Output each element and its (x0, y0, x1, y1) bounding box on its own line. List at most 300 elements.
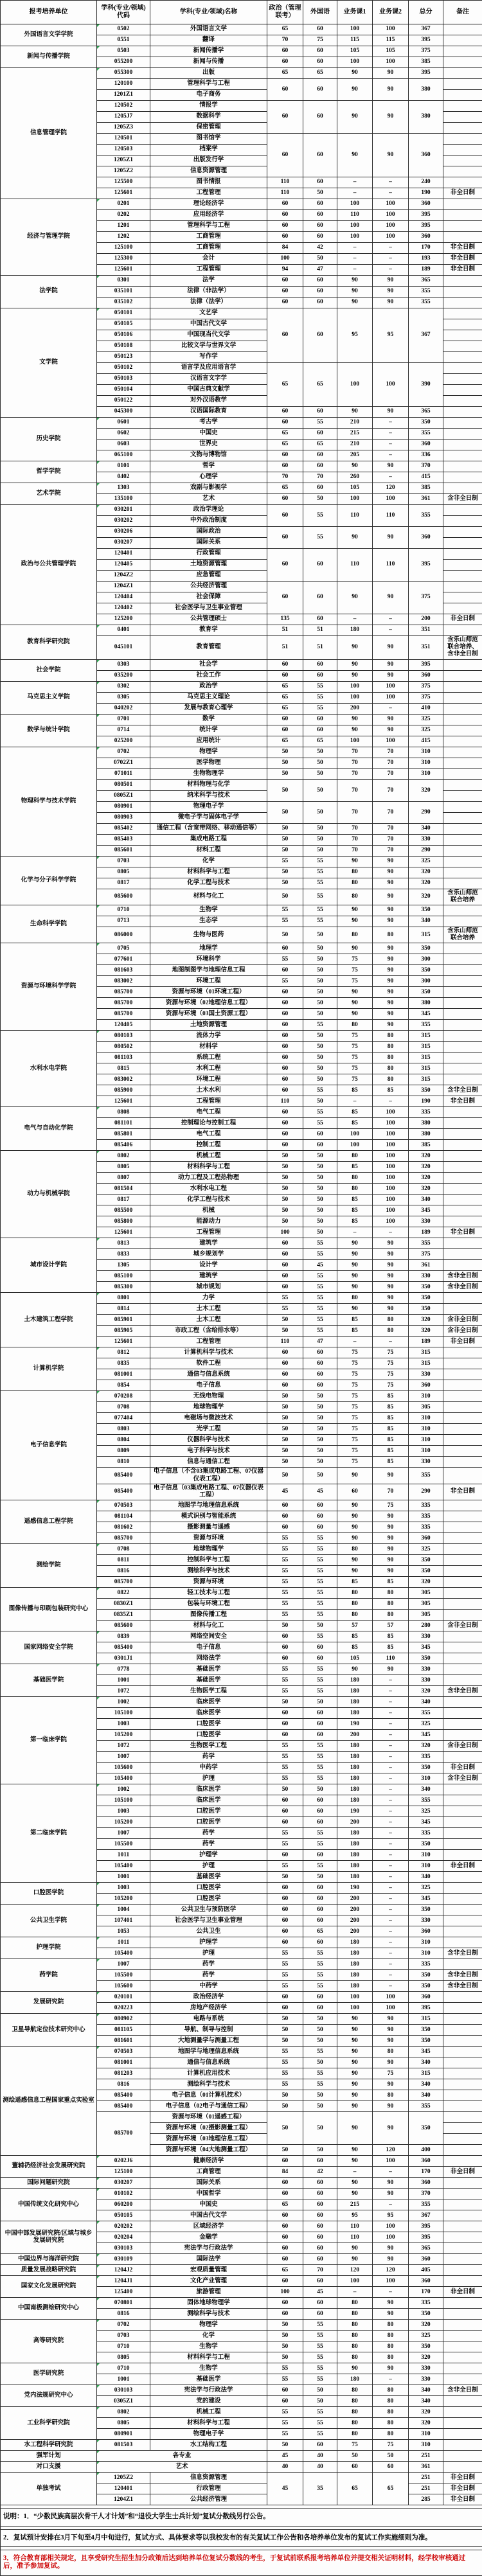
major-cell: 集成电路工程 (150, 834, 267, 845)
remark-cell: 含非全日制 (443, 1315, 482, 1326)
total-cell: 375 (409, 692, 443, 703)
course1-cell: 215 (337, 2199, 373, 2210)
course1-cell: 85 (337, 1642, 373, 1653)
major-cell: 政治经济学 (150, 1992, 267, 2003)
remark-cell (443, 768, 482, 779)
remark-cell (443, 440, 482, 450)
code-cell: 0703 (97, 2331, 150, 2341)
course1-cell: 110 (337, 210, 373, 221)
course2-cell: 80 (373, 1326, 409, 1337)
course2-cell: 100 (373, 1173, 409, 1184)
remark-cell (443, 363, 482, 374)
total-cell: 350 (409, 1293, 443, 1304)
code-cell: 125601 (97, 1096, 150, 1107)
college-cell: 电子信息学院 (1, 1391, 97, 1500)
remark-cell: 含非全日制 (443, 1686, 482, 1697)
major-cell: 汉语国际教育 (150, 407, 267, 418)
college-cell: 发展研究院 (1, 1992, 97, 2014)
course1-cell: 65 (337, 2473, 373, 2505)
total-cell: 315 (409, 2014, 443, 2025)
course2-cell: 85 (373, 1446, 409, 1457)
remark-cell (443, 1915, 482, 1926)
politics-cell: 65 (267, 703, 303, 714)
code-cell: 0805 (97, 2352, 150, 2363)
total-cell: 340 (409, 2057, 443, 2068)
total-cell: 395 (409, 68, 443, 79)
foreign-language-cell: 55 (303, 916, 337, 927)
table-row (1, 943, 482, 954)
course2-cell: 100 (373, 1205, 409, 1216)
column-header-6: 业务课2 (373, 1, 409, 24)
foreign-language-cell: 60 (303, 1511, 337, 1522)
course2-cell: 100 (373, 57, 409, 68)
code-cell: 085700 (97, 1009, 150, 1020)
code-cell: 0801 (97, 1293, 150, 1304)
remark-cell (443, 2276, 482, 2287)
foreign-language-cell: 50 (303, 758, 337, 768)
remark-cell (443, 560, 482, 571)
total-cell: 405 (409, 2265, 443, 2276)
course1-cell: 180 (337, 625, 373, 636)
major-cell: 国际关系 (150, 2178, 267, 2189)
total-cell: 355 (409, 1468, 443, 1484)
course1-cell: 70 (337, 779, 373, 801)
politics-cell: 60 (267, 1926, 303, 1937)
foreign-language-cell: 55 (303, 2068, 337, 2079)
course2-cell: 85 (373, 1402, 409, 1413)
course2-cell: 90 (373, 2079, 409, 2090)
politics-cell: 50 (267, 867, 303, 878)
major-cell: 无线电物理 (150, 1391, 267, 1402)
course1-cell: 90 (337, 1282, 373, 1293)
politics-cell: 65 (267, 2199, 303, 2210)
foreign-language-cell: 50 (303, 943, 337, 954)
foreign-language-cell: 55 (303, 1588, 337, 1599)
course2-cell: 90 (373, 461, 409, 472)
course1-cell: 80 (337, 878, 373, 889)
total-cell: 320 (409, 2407, 443, 2418)
major-cell: 电子科学与技术 (150, 1446, 267, 1457)
major-cell: 中国哲学 (150, 2189, 267, 2199)
major-cell: 中国史 (150, 2199, 267, 2210)
course2-cell: 90 (373, 965, 409, 976)
code-cell: 080903 (97, 812, 150, 823)
foreign-language-cell: 50 (303, 801, 337, 823)
course2-cell: – (373, 1697, 409, 1708)
foreign-language-cell: 50 (303, 2396, 337, 2407)
code-cell: 0303 (97, 659, 150, 670)
course1-cell: 75 (337, 1446, 373, 1457)
college-cell: 电气与自动化学院 (1, 1107, 97, 1151)
column-header-3: 政治（管理联考） (267, 1, 303, 24)
code-cell: 105400 (97, 1861, 150, 1872)
course1-cell: 90 (337, 1511, 373, 1522)
college-cell: 第一临床学院 (1, 1697, 97, 1784)
code-cell: 030207 (97, 2178, 150, 2189)
course1-cell: 180 (337, 1708, 373, 1719)
course2-cell: – (373, 1839, 409, 1850)
politics-cell: 60 (267, 407, 303, 418)
foreign-language-cell: 60 (303, 1522, 337, 1533)
course1-cell: 90 (337, 2363, 373, 2374)
course2-cell: – (373, 2167, 409, 2178)
remark-cell (443, 352, 482, 363)
code-cell: 1204Z1 (97, 582, 150, 592)
code-cell: 020202 (97, 2221, 150, 2232)
foreign-language-cell: 50 (303, 2036, 337, 2047)
politics-cell: 60 (267, 221, 303, 232)
code-cell: 0202 (97, 210, 150, 221)
foreign-language-cell: 55 (303, 1599, 337, 1610)
politics-cell: 60 (267, 46, 303, 57)
politics-cell: 65 (267, 681, 303, 692)
total-cell: 360 (409, 2178, 443, 2189)
foreign-language-cell: 51 (303, 636, 337, 660)
foreign-language-cell: 60 (303, 1937, 337, 1948)
remark-cell (443, 670, 482, 681)
column-header-7: 总分 (409, 1, 443, 24)
total-cell: 315 (409, 1042, 443, 1053)
code-cell: 0201 (97, 199, 150, 210)
foreign-language-cell: 60 (303, 210, 337, 221)
total-cell: 320 (409, 889, 443, 905)
code-cell: 125601 (97, 265, 150, 276)
major-cell: 健康经济学 (150, 2156, 267, 2167)
code-cell: 085400 (97, 1642, 150, 1653)
foreign-language-cell: 55 (303, 2429, 337, 2440)
table-row (1, 1031, 482, 1042)
foreign-language-cell: 60 (303, 714, 337, 725)
total-cell: 325 (409, 1806, 443, 1817)
code-cell: 1007 (97, 1752, 150, 1763)
total-cell: 395 (409, 35, 443, 46)
major-cell: 材料科学与工程 (150, 867, 267, 878)
code-cell: 085801 (97, 1129, 150, 1140)
course2-cell: – (373, 1337, 409, 1347)
politics-cell: 60 (267, 527, 303, 549)
code-cell: 010102 (97, 2189, 150, 2199)
politics-cell: 50 (267, 927, 303, 943)
major-cell: 行政管理 (150, 549, 267, 560)
foreign-language-cell: 35 (303, 2473, 337, 2505)
major-cell: 新闻与传播 (150, 57, 267, 68)
course1-cell: 85 (337, 1195, 373, 1205)
remark-cell (443, 916, 482, 927)
course2-cell: 80 (373, 2407, 409, 2418)
course2-cell: 90 (373, 976, 409, 987)
table-row (1, 308, 482, 319)
course1-cell: – (337, 254, 373, 265)
course2-cell: 100 (373, 692, 409, 703)
course1-cell: 90 (337, 298, 373, 308)
remark-cell (443, 987, 482, 998)
remark-cell (443, 998, 482, 1009)
code-cell: 105200 (97, 1817, 150, 1828)
foreign-language-cell: 55 (303, 1544, 337, 1555)
remark-cell: 含非全日制 (443, 1741, 482, 1752)
code-cell: 0101 (97, 461, 150, 472)
total-cell: 320 (409, 1741, 443, 1752)
major-cell: 系统工程 (150, 1053, 267, 1063)
course2-cell: – (373, 1861, 409, 1872)
code-cell: 1204Z1 (97, 2494, 150, 2505)
major-cell: 公共管理硕士 (150, 614, 267, 625)
politics-cell: 65 (267, 429, 303, 440)
course1-cell: 80 (337, 2407, 373, 2418)
course1-cell: 180 (337, 1795, 373, 1806)
politics-cell: 50 (267, 1468, 303, 1484)
code-cell: 081203 (97, 2068, 150, 2079)
course1-cell: 90 (337, 527, 373, 549)
course1-cell: 100 (337, 363, 373, 407)
course2-cell: – (373, 1773, 409, 1784)
course1-cell: 85 (337, 1085, 373, 1096)
foreign-language-cell: 50 (303, 1173, 337, 1184)
remark-cell (443, 2418, 482, 2429)
college-cell: 信息管理学院 (1, 68, 97, 199)
course1-cell: 90 (337, 276, 373, 287)
major-cell: 法律（非法学） (150, 287, 267, 298)
table-row (1, 68, 482, 79)
remark-cell (443, 905, 482, 916)
major-cell: 档案学 (150, 145, 267, 155)
course1-cell: 80 (337, 1544, 373, 1555)
foreign-language-cell: 60 (303, 1817, 337, 1828)
major-cell: 护理 (150, 1773, 267, 1784)
course1-cell: 50 (337, 2451, 373, 2462)
foreign-language-cell: 60 (303, 232, 337, 243)
major-cell: 理论经济学 (150, 199, 267, 210)
code-cell: 0835Z1 (97, 1610, 150, 1621)
remark-cell: 含非全日制 (443, 1326, 482, 1337)
remark-cell (443, 976, 482, 987)
course1-cell: 75 (337, 2440, 373, 2451)
course2-cell: 60 (373, 2462, 409, 2473)
major-cell: 语言学及应用语言学 (150, 363, 267, 374)
remark-cell (443, 134, 482, 145)
politics-cell: 40 (267, 2462, 303, 2473)
course1-cell: 90 (337, 2112, 373, 2145)
code-cell: 0822 (97, 1588, 150, 1599)
course1-cell: – (337, 1337, 373, 1347)
code-cell: 0804 (97, 1435, 150, 1446)
remark-cell (443, 57, 482, 68)
course1-cell: 200 (337, 1926, 373, 1937)
politics-cell: 55 (267, 1566, 303, 1577)
course1-cell: 200 (337, 1730, 373, 1741)
politics-cell: 50 (267, 845, 303, 856)
course2-cell: 75 (373, 1358, 409, 1369)
remark-cell: 含非全日制 (443, 1773, 482, 1784)
major-cell: 戏剧与影视学 (150, 483, 267, 494)
course1-cell: 85 (337, 1107, 373, 1118)
major-cell: 化学工程与技术 (150, 878, 267, 889)
politics-cell: 60 (267, 2276, 303, 2287)
politics-cell: 60 (267, 1850, 303, 1861)
course1-cell: 180 (337, 1686, 373, 1697)
remark-cell (443, 1653, 482, 1664)
major-cell: 生物医学工程 (150, 1741, 267, 1752)
remark-cell: 含非全日制 (443, 1981, 482, 1992)
foreign-language-cell: 50 (303, 1031, 337, 1042)
course2-cell: 70 (373, 747, 409, 758)
politics-cell: 60 (267, 1817, 303, 1828)
remark-cell (443, 1784, 482, 1795)
course2-cell: 70 (373, 779, 409, 801)
note-text-3: 3．符合教育部相关规定，且享受研究生招生加分政策后达到培养单位复试分数线的考生，于复试前联系报考培养单位并提交相关证明材料，经学校审核通过后，准予参加复试。 (1, 2550, 482, 2575)
course1-cell: 80 (337, 2298, 373, 2309)
remark-cell (443, 692, 482, 703)
major-cell: 社会学 (150, 659, 267, 670)
course2-cell: – (373, 1675, 409, 1686)
course1-cell: 100 (337, 1129, 373, 1140)
remark-cell (443, 592, 482, 603)
course2-cell: 80 (373, 2047, 409, 2057)
code-cell: 0305Z1 (97, 2396, 150, 2407)
course1-cell: 180 (337, 1763, 373, 1773)
major-cell: 网络法学 (150, 1653, 267, 1664)
course1-cell: 100 (337, 57, 373, 68)
code-cell: 1003 (97, 1806, 150, 1817)
course2-cell: 85 (373, 1085, 409, 1096)
code-cell: 0710 (97, 2363, 150, 2374)
politics-cell: 60 (267, 2189, 303, 2199)
major-cell: 信息与通信工程 (150, 1457, 267, 1468)
remark-cell (443, 1369, 482, 1380)
remark-cell (443, 747, 482, 758)
total-cell: 350 (409, 2309, 443, 2320)
foreign-language-cell: 60 (303, 2210, 337, 2221)
total-cell: 350 (409, 1304, 443, 1315)
course2-cell: – (373, 1970, 409, 1981)
major-cell: 临床医学 (150, 1697, 267, 1708)
foreign-language-cell: 70 (303, 2265, 337, 2276)
foreign-language-cell: 65 (303, 1926, 337, 1937)
code-cell: 085601 (97, 845, 150, 856)
remark-cell (443, 790, 482, 801)
total-cell: 355 (409, 1020, 443, 1031)
course1-cell: 200 (337, 1905, 373, 1915)
course2-cell: 90 (373, 1260, 409, 1271)
major-cell: 土木水利 (150, 1085, 267, 1096)
total-cell: 330 (409, 834, 443, 845)
course2-cell: 90 (373, 2178, 409, 2189)
total-cell: 325 (409, 2331, 443, 2341)
total-cell: 350 (409, 1763, 443, 1773)
major-cell: 模式识别与智能系统 (150, 1511, 267, 1522)
politics-cell: 50 (267, 2025, 303, 2036)
major-cell: 化学 (150, 856, 267, 867)
politics-cell: 55 (267, 1828, 303, 1839)
remark-cell (443, 1238, 482, 1249)
politics-cell: 60 (267, 549, 303, 582)
major-cell: 流体力学 (150, 1031, 267, 1042)
politics-cell: 60 (267, 494, 303, 505)
code-cell: 081503 (97, 2440, 150, 2451)
course1-cell: 90 (337, 2047, 373, 2057)
total-cell: 315 (409, 1347, 443, 1358)
total-cell: 360 (409, 2156, 443, 2167)
total-cell: 340 (409, 2396, 443, 2407)
politics-cell: 60 (267, 1369, 303, 1380)
politics-cell: 60 (267, 134, 303, 177)
course2-cell: 90 (373, 1555, 409, 1566)
major-cell: 口腔医学 (150, 1806, 267, 1817)
course2-cell: 100 (373, 363, 409, 407)
major-cell: 护理 (150, 1948, 267, 1959)
major-cell: 旅游管理 (150, 2287, 267, 2298)
course1-cell: 90 (337, 1249, 373, 1260)
total-cell: 340 (409, 823, 443, 834)
remark-cell: 含非全日制 (443, 2385, 482, 2396)
course2-cell: 90 (373, 998, 409, 1009)
code-cell: 0805 (97, 2418, 150, 2429)
total-cell: 350 (409, 2341, 443, 2352)
remark-cell (443, 298, 482, 308)
course1-cell: 90 (337, 1304, 373, 1315)
major-cell: 基础医学 (150, 1872, 267, 1883)
college-cell: 生命科学学院 (1, 905, 97, 943)
total-cell: 310 (409, 758, 443, 768)
course2-cell: 90 (373, 1020, 409, 1031)
foreign-language-cell: 55 (303, 505, 337, 527)
remark-cell (443, 2047, 482, 2057)
college-cell: 资源与环境科学学院 (1, 943, 97, 1031)
table-row (1, 747, 482, 758)
foreign-language-cell: 50 (303, 834, 337, 845)
course2-cell: – (373, 1817, 409, 1828)
course1-cell: 75 (337, 1413, 373, 1424)
course2-cell: 85 (373, 1457, 409, 1468)
course1-cell: 90 (337, 714, 373, 725)
major-cell: 护理学 (150, 1850, 267, 1861)
politics-cell: 55 (267, 1555, 303, 1566)
foreign-language-cell: 50 (303, 1205, 337, 1216)
course2-cell: 100 (373, 1184, 409, 1195)
course2-cell: – (373, 614, 409, 625)
course1-cell: – (337, 243, 373, 254)
remark-cell (443, 1424, 482, 1435)
code-cell: 1003 (97, 1719, 150, 1730)
total-cell: 350 (409, 2025, 443, 2036)
code-cell: 0202J6 (97, 2156, 150, 2167)
remark-cell: 含乐山师范联合培养 (443, 927, 482, 943)
code-cell: 1011 (97, 1850, 150, 1861)
course1-cell: 90 (337, 998, 373, 1009)
course1-cell: 80 (337, 1151, 373, 1162)
major-cell: 城市规划 (150, 1282, 267, 1293)
remark-cell (443, 2429, 482, 2440)
code-cell: 0803 (97, 1424, 150, 1435)
total-cell: 367 (409, 24, 443, 35)
politics-cell: 60 (267, 79, 303, 101)
remark-cell (443, 418, 482, 429)
remark-cell (443, 625, 482, 636)
code-cell: 050103 (97, 374, 150, 385)
total-cell: 395 (409, 2003, 443, 2014)
total-cell: 310 (409, 1424, 443, 1435)
code-cell: 085300 (97, 1282, 150, 1293)
code-cell: 0502 (97, 24, 150, 35)
major-cell: 物理电子学 (150, 2429, 267, 2440)
remark-cell (443, 221, 482, 232)
major-cell: 控制理论与控制工程 (150, 1118, 267, 1129)
major-cell: 中外政治制度 (150, 516, 267, 527)
total-cell: 380 (409, 1129, 443, 1140)
politics-cell: 55 (267, 1588, 303, 1599)
major-cell: 应用经济学 (150, 210, 267, 221)
table-row (1, 681, 482, 692)
